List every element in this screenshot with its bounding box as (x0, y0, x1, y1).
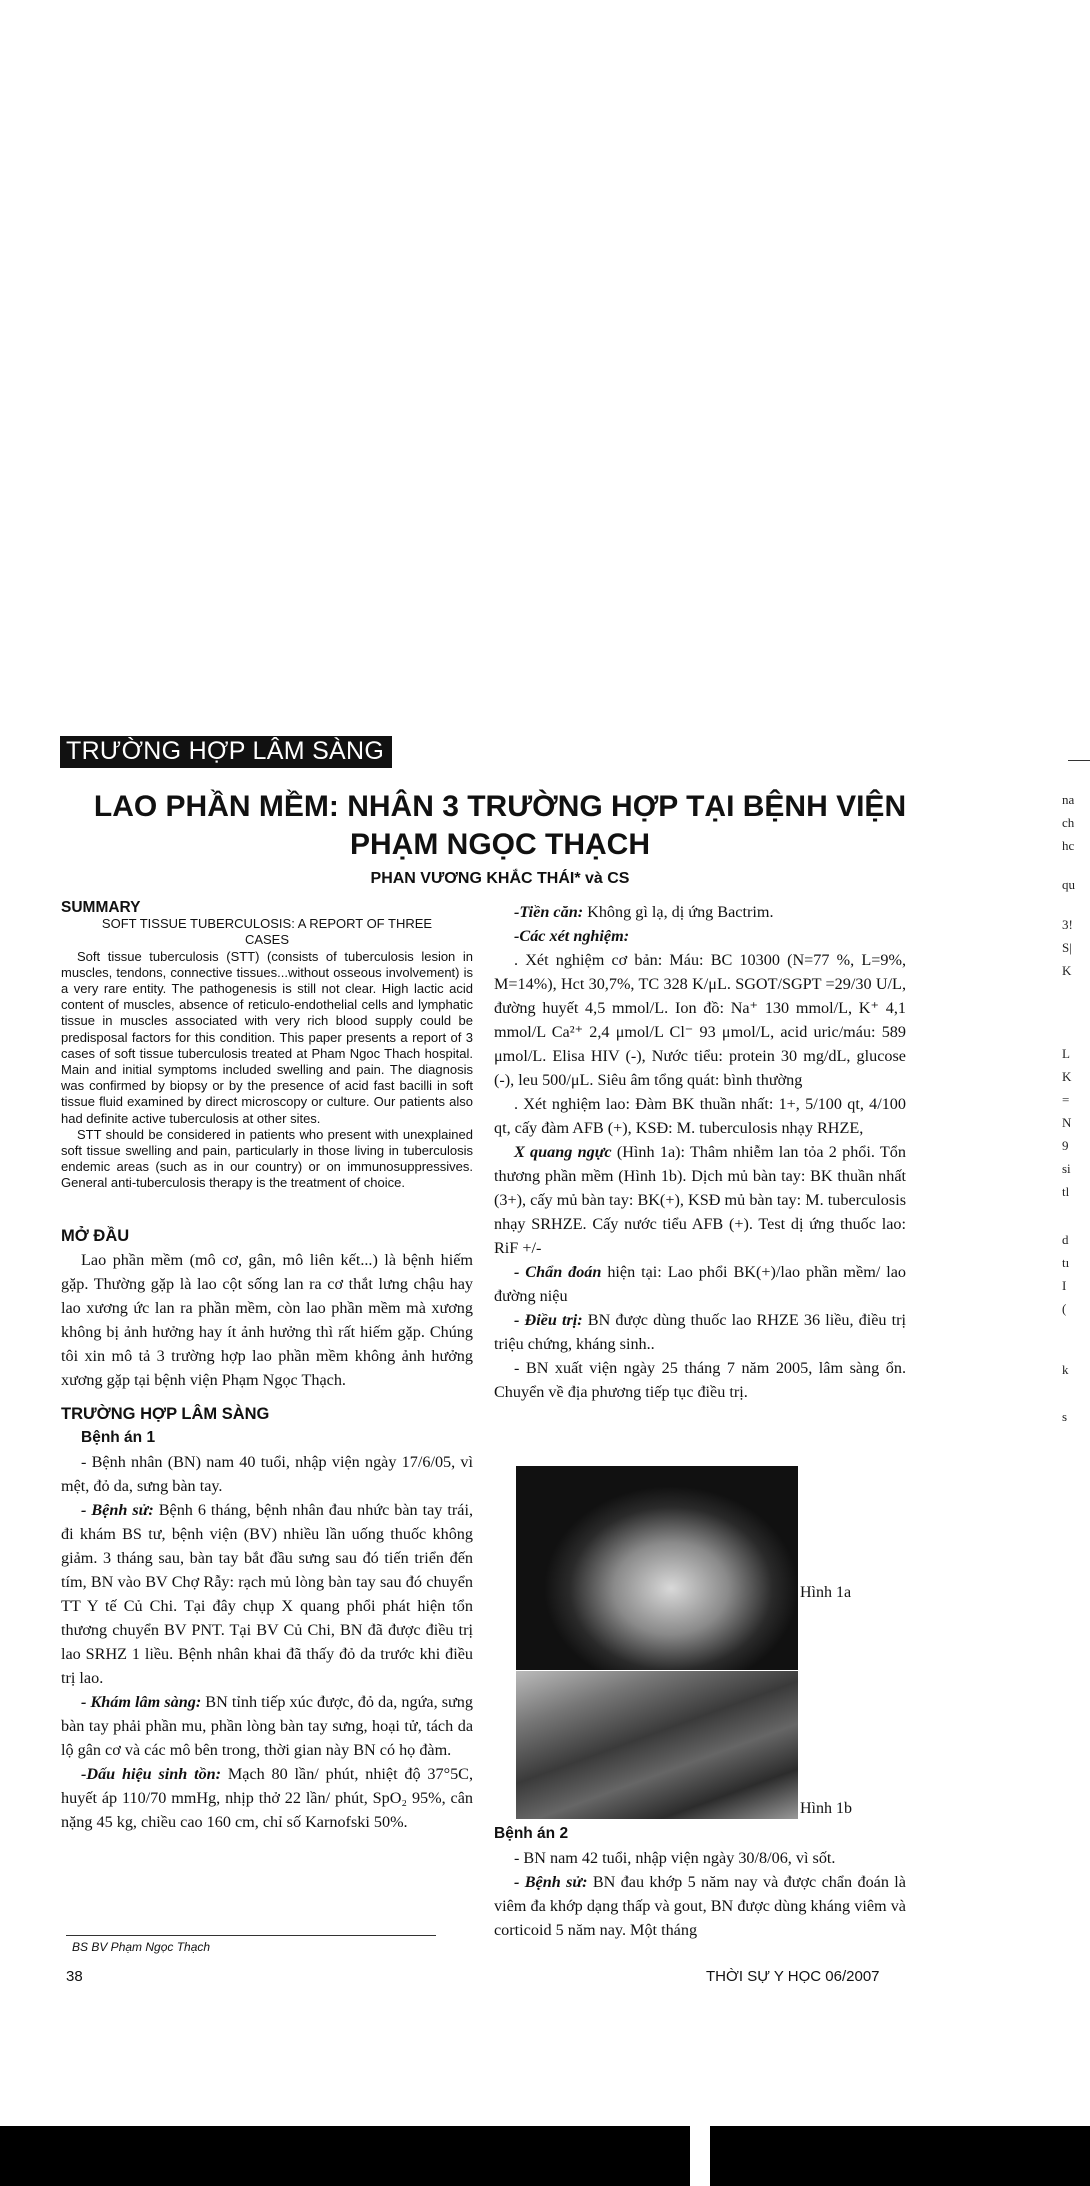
edge-fragment: 9 (1062, 1138, 1069, 1153)
case1-paragraph: - Bệnh nhân (BN) nam 40 tuổi, nhập viện ngày 17/6/05, vì mệt, đỏ da, sưng bàn tay. (61, 1453, 473, 1495)
case1-paragraph: . Xét nghiệm cơ bản: Máu: BC 10300 (N=77 %, L=9%, M=14%), Hct 30,7%, TC 328 K/μL. SGOT/SGPT =29/30 U/L, đường huyết 4,5 mmol/L. Ion đồ: Na⁺ 130 mmol/L, K⁺ 4,1 mmol/L Ca²⁺ 2,4 μmol/L Cl⁻ 93 μmol/L, acid uric/máu: 589 μmol/L. Elisa HIV (-), Nước tiểu: protein 30 mg/dL, glucose (-), leu 500/μL. Siêu âm tổng quát: bình thường (494, 951, 906, 1089)
edge-fragment: = (1062, 1092, 1070, 1107)
cases-heading: TRƯỜNG HỢP LÂM SÀNG (61, 1405, 270, 1423)
edge-fragment: S| (1062, 940, 1072, 955)
figure-1a-label: Hình 1a (800, 1584, 852, 1601)
edge-fragment: K (1062, 963, 1072, 978)
summary-block (61, 900, 473, 1192)
case2-paragraph: - Bệnh sử: BN đau khớp 5 năm nay và được chẩn đoán là viêm đa khớp dạng thấp và gout, BN được dùng kháng viêm và corticoid 5 năm nay. Một tháng (494, 1873, 906, 1939)
case1-paragraph: . Xét nghiệm lao: Đàm BK thuần nhất: 1+, 5/100 qt, 4/100 qt, cấy đàm AFB (+), KSĐ: M. tuberculosis nhạy RHZE, (494, 1095, 906, 1137)
hand-lesion-image (516, 1671, 798, 1819)
case1-paragraph: - Chẩn đoán hiện tại: Lao phổi BK(+)/lao phần mềm/ lao đường niệu (494, 1263, 906, 1305)
case1-paragraph: - BN xuất viện ngày 25 tháng 7 năm 2005, lâm sàng ổn. Chuyển về địa phương tiếp tục điều trị. (494, 1359, 906, 1401)
summary-subtitle: SOFT TISSUE TUBERCULOSIS: A REPORT OF THREE CASES (101, 916, 433, 948)
case1-paragraph: -Các xét nghiệm: (514, 927, 630, 945)
intro-text: Lao phần mềm (mô cơ, gân, mô liên kết...) là bệnh hiếm gặp. Thường gặp là lao cột sống lan ra cơ thắt lưng chậu hay lao xương ức lan ra phần mềm, còn lao phần mềm mà xương không bị ảnh hưởng hay ít ảnh hưởng thì rất hiếm gặp. Chúng tôi xin mô tả 3 trường hợp lao phần mềm không ảnh hưởng xương gặp tại bệnh viện Phạm Ngọc Thạch. (61, 1251, 473, 1389)
edge-rule (1068, 760, 1090, 761)
left-column-body (61, 1224, 473, 1834)
edge-fragment: N (1062, 1115, 1072, 1130)
chest-xray-image (516, 1466, 798, 1670)
edge-fragment: L (1062, 1046, 1070, 1061)
journal-name: THỜI SỰ Y HỌC 06/2007 (706, 1968, 880, 1985)
right-column-body (494, 900, 906, 1404)
case1-heading: Bệnh án 1 (81, 1429, 156, 1446)
case2-paragraph: - BN nam 42 tuổi, nhập viện ngày 30/8/06, vì sốt. (514, 1849, 836, 1867)
edge-fragment: tı (1062, 1255, 1070, 1270)
edge-fragment: K (1062, 1069, 1072, 1084)
article-title-line2: PHẠM NGỌC THẠCH (350, 828, 650, 861)
scan-border-bottom (0, 2126, 1090, 2186)
edge-fragment: d (1062, 1232, 1069, 1247)
case1-paragraph: -Tiền căn: Không gì lạ, dị ứng Bactrim. (514, 903, 774, 921)
case2-block (494, 1822, 906, 1942)
edge-fragment: k (1062, 1362, 1069, 1377)
article-title-line1: LAO PHẦN MỀM: NHÂN 3 TRƯỜNG HỢP TẠI BỆNH VIỆN (93, 790, 907, 823)
footnote: BS BV Phạm Ngọc Thạch (72, 1940, 211, 1954)
scan-border-gap (690, 2126, 710, 2186)
edge-fragment: tl (1062, 1184, 1070, 1199)
edge-fragment: 3! (1062, 917, 1073, 932)
case1-paragraph: - Khám lâm sàng: BN tỉnh tiếp xúc được, đỏ da, ngứa, sưng bàn tay phải phần mu, phần lòng bàn tay sưng, hoại tử, tách da lộ gân cơ và các mô bên trong, thời gian này BN có họ đàm. (61, 1693, 473, 1759)
summary-heading: SUMMARY (61, 899, 141, 916)
authors: PHAN VƯƠNG KHẮC THÁI* và CS (370, 870, 630, 887)
summary-paragraph-2: STT should be considered in patients who present with unexplained soft tissue swelling and pain, particularly in those living in tuberculosis endemic areas (such as in our country) or on immunosuppressives. General anti-tuberculosis therapy is the treatment of choice. (61, 1126, 473, 1191)
section-header: TRƯỜNG HỢP LÂM SÀNG (60, 736, 392, 768)
edge-fragment: s (1062, 1409, 1068, 1424)
case1-paragraph: - Bệnh sử: Bệnh 6 tháng, bệnh nhân đau nhức bàn tay trái, đi khám BS tư, bệnh viện (BV) nhiều lần uống thuốc không giảm. 3 tháng sau, bàn tay bắt đầu sưng sau đó tiến triển đến tím, BN vào BV Chợ Rẫy: rạch mủ lòng bàn tay sau đó chuyển TT Y tế Củ Chi. Tại đây chụp X quang phổi phát hiện tổn thương chuyển BV PNT. Tại BV Củ Chi, BN đã được điều trị lao SRHZ 1 liều. Bệnh nhân khai đã thấy đỏ da trước khi điều trị lao. (61, 1501, 473, 1687)
case1-paragraph: -Dấu hiệu sinh tồn: Mạch 80 lần/ phút, nhiệt độ 37°5C, huyết áp 110/70 mmHg, nhịp thở 22 lần/ phút, SpO₂ 95%, cân nặng 45 kg, chiều cao 160 cm, chỉ số Karnofski 50%. (61, 1765, 474, 1831)
edge-fragment: hc (1062, 838, 1075, 853)
footnote-divider (66, 1935, 436, 1936)
edge-fragment: qu (1062, 877, 1075, 892)
edge-fragment: ch (1062, 815, 1075, 830)
figure-1b-label: Hình 1b (800, 1800, 852, 1817)
edge-fragment: si (1062, 1161, 1071, 1176)
summary-paragraph-1: Soft tissue tuberculosis (STT) (consists of tuberculosis lesion in muscles, tendons, connective tissues...without osseous involvement) is a very rare entity. The pathogenesis is still not clear. High lactic acid content of muscles, absence of reticulo-endothelial cells and lymphatic tissue in muscles associated with very rich blood supply could be predisposal factors for this condition. This paper presents a report of 3 cases of soft tissue tuberculosis treated at Pham Ngoc Thach hospital. Main and initial symptoms included swelling and pain. The diagnosis was confirmed by biopsy or by the presence of acid fast bacilli in soft tissue fluid examined by direct microscopy or culture. Our patients also had definite active tuberculosis at other sites. (61, 948, 473, 1126)
case2-heading: Bệnh án 2 (494, 1825, 569, 1842)
case1-paragraph: X quang ngực (Hình 1a): Thâm nhiễm lan tỏa 2 phổi. Tổn thương phần mềm (Hình 1b). Dịch mủ bàn tay: BK thuần nhất (3+), cấy mủ bàn tay: BK(+), KSĐ mủ bàn tay: M. tuberculosis nhạy SRHZE. Cấy nước tiểu AFB (+). Test dị ứng thuốc lao: RiF +/- (494, 1143, 906, 1257)
case1-paragraph: - Điều trị: BN được dùng thuốc lao RHZE 36 liều, điều trị triệu chứng, kháng sinh.. (494, 1311, 906, 1353)
page-number: 38 (66, 1968, 83, 1985)
edge-fragment: ( (1062, 1301, 1067, 1316)
edge-fragment: I (1062, 1278, 1067, 1293)
edge-fragment: na (1062, 792, 1075, 807)
intro-heading: MỞ ĐẦU (61, 1227, 130, 1245)
